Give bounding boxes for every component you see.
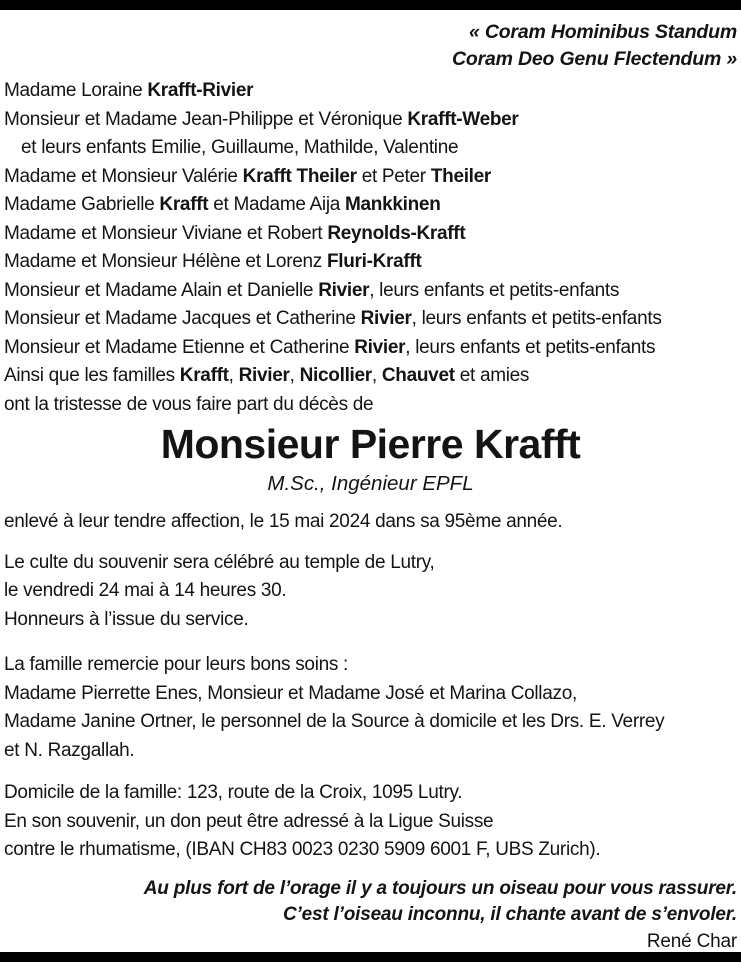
text-line: Madame Pierrette Enes, Monsieur et Madame José et Marina Collazo, [4,682,577,704]
family-line: ont la tristesse de vous faire part du décès de [4,393,374,415]
text-line: Le culte du souvenir sera célébré au temple de Lutry, [4,551,435,573]
family-list [4,77,737,419]
bottom-border-bar [0,952,741,962]
epigraph [4,19,737,73]
top-border-bar [0,0,741,10]
quote-attribution: René Char [646,930,737,952]
epigraph-line-2: Coram Deo Genu Flectendum » [452,48,737,70]
quote-line-2: C’est l’oiseau inconnu, il chante avant de s’envoler. [283,904,737,925]
death-announcement-line: enlevé à leur tendre affection, le 15 mai 2024 dans sa 95ème année. [4,511,563,532]
deceased-credentials: M.Sc., Ingénieur EPFL [267,472,474,495]
family-line: Monsieur et Madame Etienne et Catherine Rivier, leurs enfants et petits-enfants [4,336,656,358]
text-line: Domicile de la famille: 123, route de la Croix, 1095 Lutry. [4,782,463,803]
obituary-content [4,10,737,955]
family-line: Monsieur et Madame Jacques et Catherine Rivier, leurs enfants et petits-enfants [4,308,662,329]
text-line: et N. Razgallah. [4,739,135,761]
family-line: Madame et Monsieur Viviane et Robert Reynolds-Krafft [4,222,466,244]
service-details [4,549,737,635]
deceased-name: Monsieur Pierre Krafft [160,421,581,467]
family-line: et leurs enfants Emilie, Guillaume, Mathilde, Valentine [21,137,459,158]
text-line: le vendredi 24 mai à 14 heures 30. [4,580,287,601]
family-line: Monsieur et Madame Jean-Philippe et Véronique Krafft-Weber [4,108,519,130]
thanks-paragraph [4,651,737,765]
text-line: contre le rhumatisme, (IBAN CH83 0023 0230 5909 6001 F, UBS Zurich). [4,839,601,860]
family-line: Madame et Monsieur Hélène et Lorenz Fluri-Krafft [4,251,422,272]
text-line: La famille remercie pour leurs bons soins : [4,654,349,675]
epigraph-line-1: « Coram Hominibus Standum [468,21,737,43]
text-line: En son souvenir, un don peut être adressé à la Ligue Suisse [4,810,494,832]
address-and-donation [4,779,737,865]
quote-line-1: Au plus fort de l’orage il y a toujours un oiseau pour vous rassurer. [143,877,737,899]
text-line: Honneurs à l’issue du service. [4,608,249,630]
family-line: Ainsi que les familles Krafft, Rivier, Nicollier, Chauvet et amies [4,365,530,386]
closing-quote [4,876,737,956]
family-line: Monsieur et Madame Alain et Danielle Rivier, leurs enfants et petits-enfants [4,279,620,301]
family-line: Madame Loraine Krafft-Rivier [4,80,254,101]
family-line: Madame et Monsieur Valérie Krafft Theiler et Peter Theiler [4,165,492,187]
family-line: Madame Gabrielle Krafft et Madame Aija Mankkinen [4,194,441,215]
text-line: Madame Janine Ortner, le personnel de la Source à domicile et les Drs. E. Verrey [4,711,665,732]
